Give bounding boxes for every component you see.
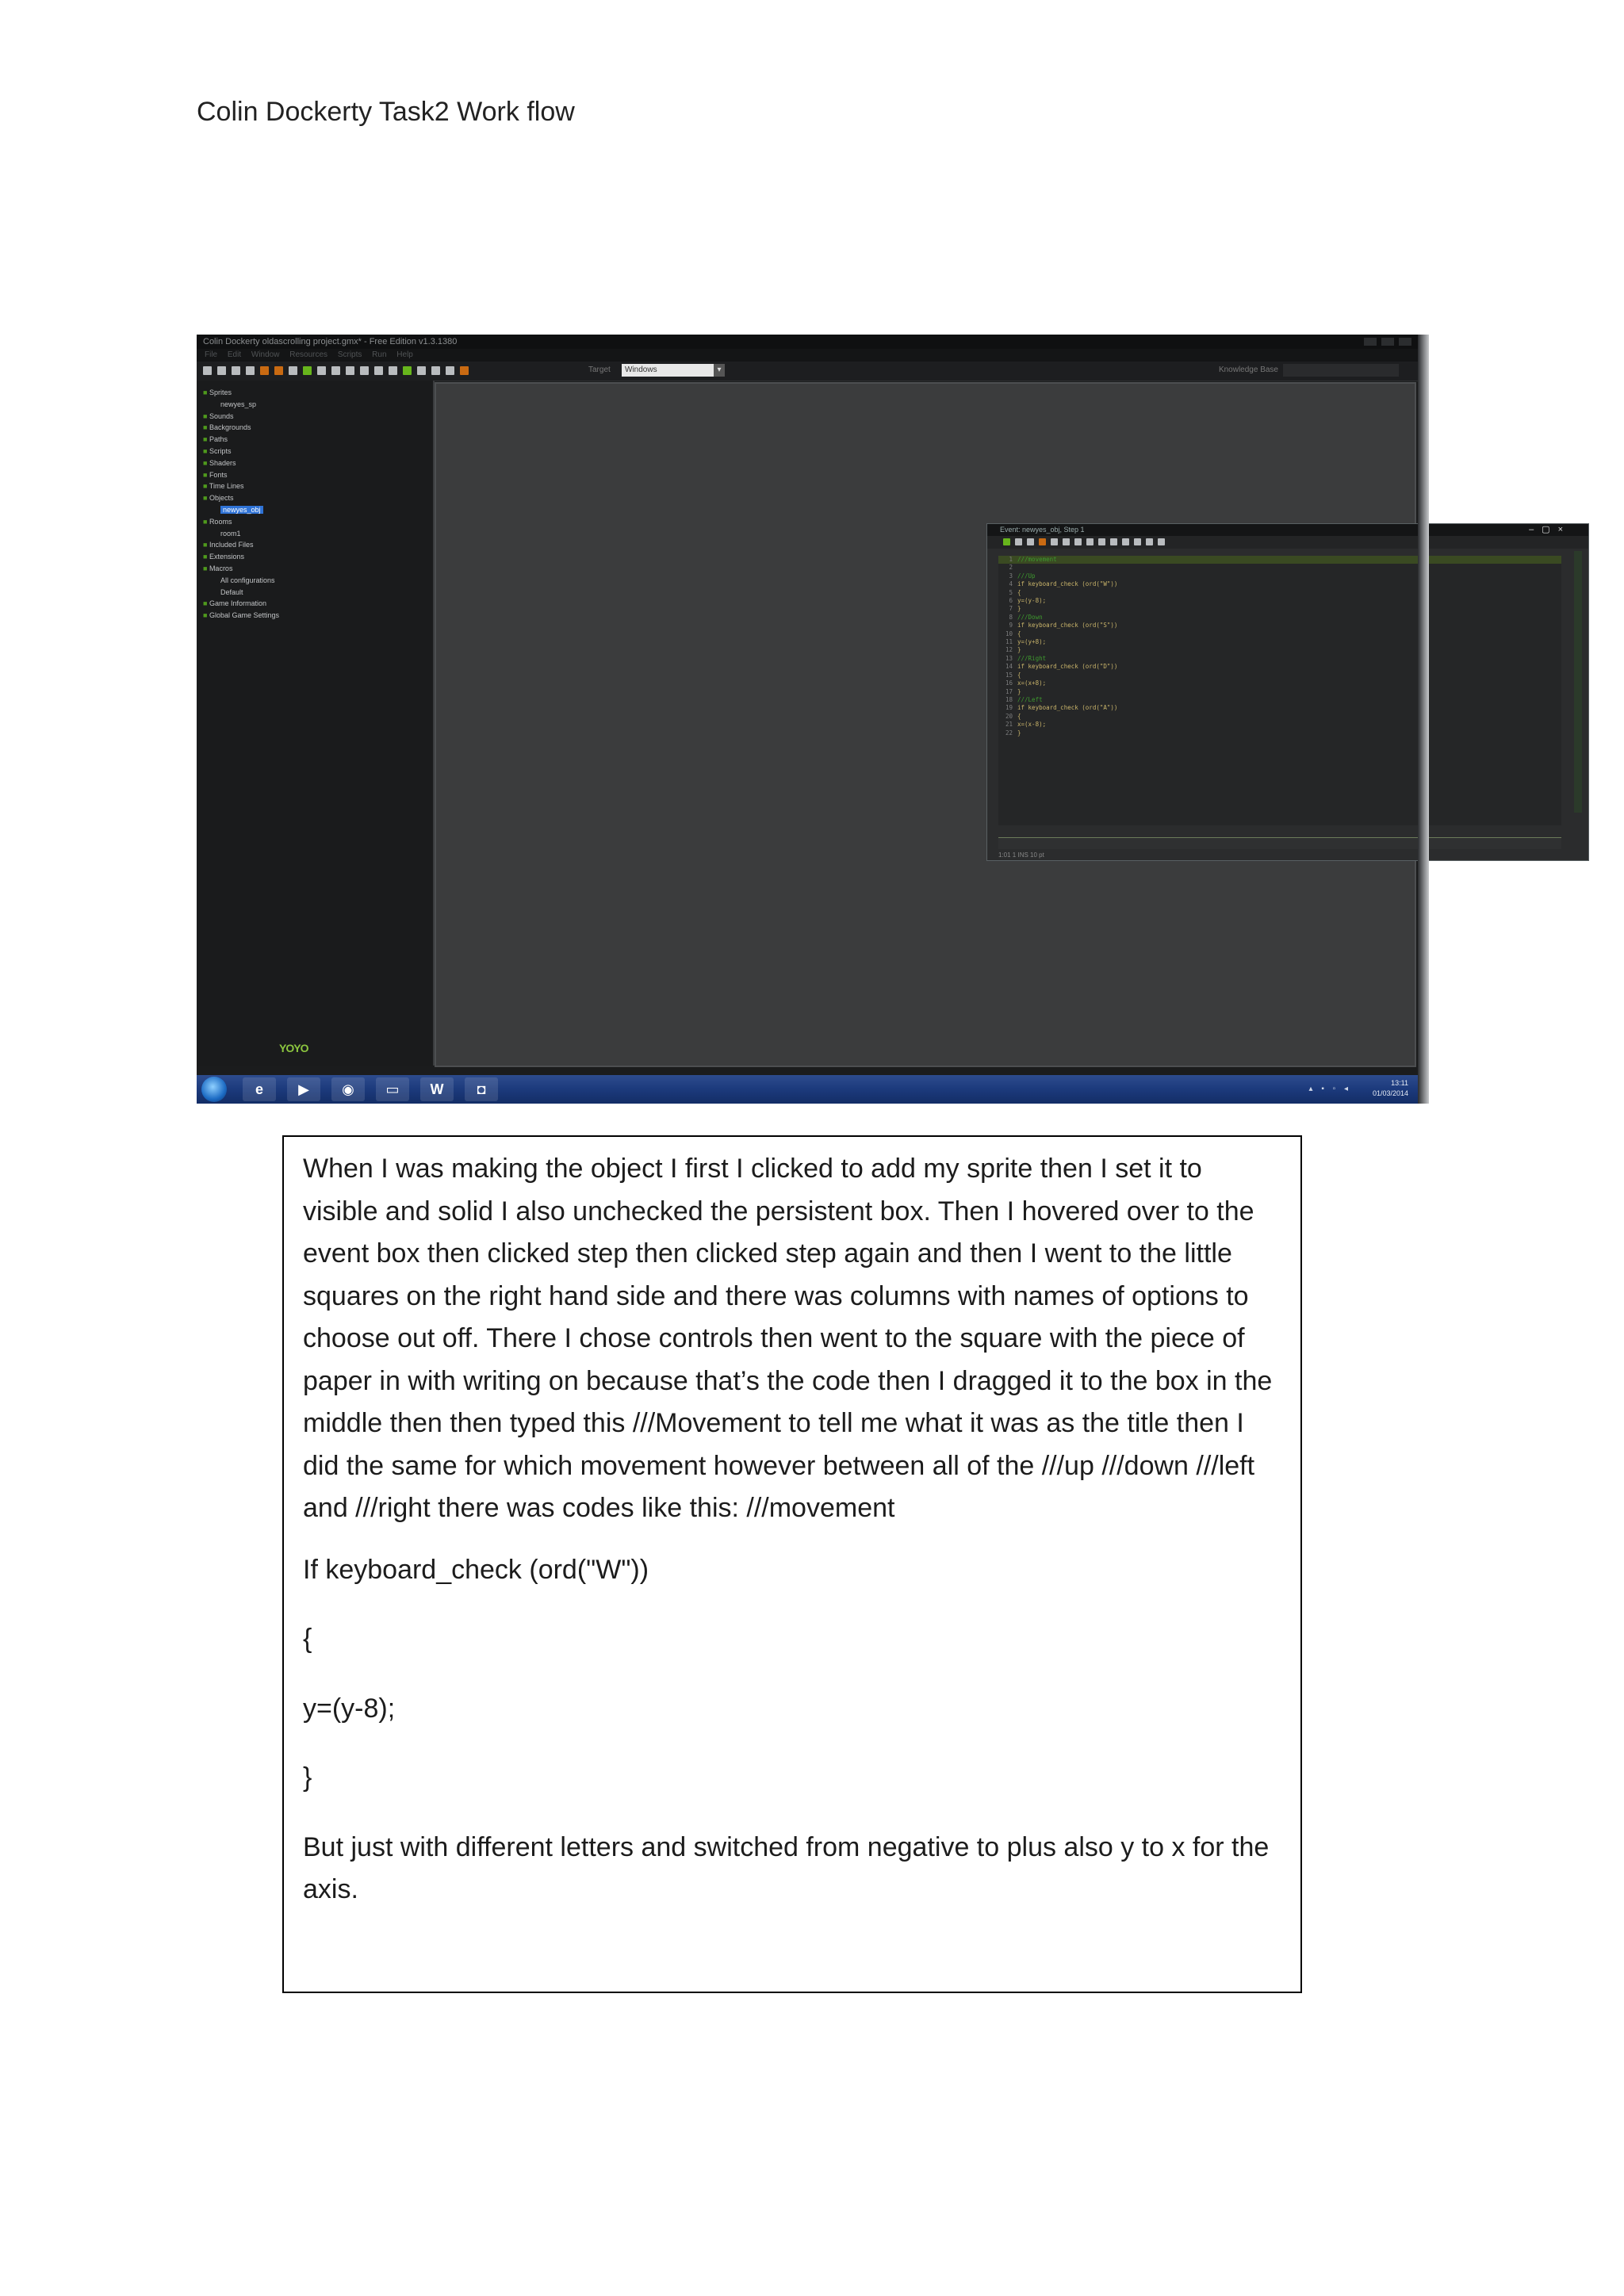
tree-item[interactable] bbox=[203, 399, 279, 411]
code-example-line-3: y=(y-8); bbox=[303, 1693, 396, 1724]
line-number: 11 bbox=[1005, 638, 1013, 646]
tree-item-label: Included Files bbox=[209, 541, 254, 549]
code-text: } bbox=[1017, 646, 1021, 654]
line-number: 7 bbox=[1009, 605, 1013, 613]
tree-item[interactable] bbox=[203, 457, 279, 469]
code-example-line-2: { bbox=[303, 1624, 312, 1654]
tree-item-label: Global Game Settings bbox=[209, 611, 279, 620]
tree-item[interactable] bbox=[203, 539, 279, 551]
tree-item[interactable] bbox=[203, 387, 279, 399]
line-number: 10 bbox=[1005, 629, 1013, 637]
code-line bbox=[998, 614, 1561, 622]
tree-item-label: Paths bbox=[209, 435, 228, 444]
code-text: ///Down bbox=[1017, 613, 1043, 621]
tree-item[interactable] bbox=[203, 598, 279, 610]
code-window-side-tabs[interactable] bbox=[1574, 551, 1582, 813]
code-text: { bbox=[1017, 629, 1021, 637]
code-text: { bbox=[1017, 712, 1021, 720]
code-text: x=(x+8); bbox=[1017, 679, 1047, 687]
code-editor-window[interactable] bbox=[986, 523, 1589, 861]
code-text: if keyboard_check (ord("W")) bbox=[1017, 580, 1118, 588]
code-window-hscroll[interactable] bbox=[998, 837, 1561, 849]
tree-item-label: Sprites bbox=[209, 388, 232, 396]
main-toolbar bbox=[197, 362, 1418, 381]
code-line bbox=[998, 564, 1561, 572]
code-text: } bbox=[1017, 729, 1021, 737]
line-number: 22 bbox=[1005, 729, 1013, 737]
tree-item-label: newyes_obj bbox=[220, 506, 263, 514]
tree-item-label: Fonts bbox=[209, 470, 228, 479]
tree-item-label: newyes_sp bbox=[220, 400, 257, 408]
code-line bbox=[998, 622, 1561, 629]
line-number: 12 bbox=[1005, 646, 1013, 654]
target-label: Target bbox=[588, 365, 611, 374]
line-number: 3 bbox=[1009, 572, 1013, 580]
line-number: 19 bbox=[1005, 704, 1013, 712]
code-line bbox=[998, 646, 1561, 654]
resource-tree-panel bbox=[197, 381, 435, 1066]
windows-taskbar bbox=[197, 1075, 1418, 1104]
code-text: x=(x-8); bbox=[1017, 721, 1047, 729]
code-line bbox=[998, 605, 1561, 613]
code-line bbox=[998, 655, 1561, 663]
tree-item[interactable] bbox=[203, 434, 279, 446]
line-number: 16 bbox=[1005, 679, 1013, 687]
tree-item[interactable] bbox=[203, 610, 279, 622]
code-editor[interactable] bbox=[998, 556, 1561, 825]
code-line bbox=[998, 679, 1561, 687]
line-number: 9 bbox=[1009, 622, 1013, 629]
tree-item-label: Objects bbox=[209, 494, 234, 503]
line-number: 2 bbox=[1009, 564, 1013, 572]
code-example-line-1: If keyboard_check (ord("W")) bbox=[303, 1554, 649, 1585]
code-line bbox=[998, 688, 1561, 696]
code-text: if keyboard_check (ord("A")) bbox=[1017, 704, 1118, 712]
tree-item-label: Macros bbox=[209, 564, 233, 572]
code-text: ///Up bbox=[1017, 572, 1036, 580]
workflow-paragraph: When I was making the object I first I clicked to add my sprite then I set it to visible and solid I also unchecked the persistent box. Then I hovered over to the event box then clicked step then clicked step again and then I went to the little squares on the right hand side and there was columns with names of options to choose out off. There I chose controls then went to the square with the piece of paper in with writing on because that’s the code then I dragged it to the box in the middle then then typed this ///Movement to tell me what it was as the title then I did the same for which movement however between all of the ///up ///down ///left and ///right there was codes like this: ///movement bbox=[303, 1154, 1273, 1523]
tree-item-label: Backgrounds bbox=[209, 423, 251, 432]
tree-item-label: All configurations bbox=[220, 576, 275, 584]
workspace-area bbox=[435, 382, 1571, 1067]
code-text: y=(y+8); bbox=[1017, 638, 1047, 646]
code-line bbox=[998, 713, 1561, 721]
code-window-title: Event: newyes_obj, Step 1 bbox=[987, 524, 1588, 536]
code-line bbox=[998, 556, 1561, 564]
line-number: 6 bbox=[1009, 597, 1013, 605]
tree-item-label: Game Information bbox=[209, 599, 266, 608]
code-text: ///Left bbox=[1017, 695, 1043, 703]
code-line bbox=[998, 638, 1561, 646]
code-line bbox=[998, 696, 1561, 704]
tree-item[interactable] bbox=[203, 422, 279, 434]
photo-edge bbox=[1418, 335, 1429, 1104]
code-line bbox=[998, 672, 1561, 679]
media-player-icon[interactable]: ▶ bbox=[287, 1077, 320, 1101]
folder-icon[interactable]: ▭ bbox=[376, 1077, 409, 1101]
tree-item[interactable] bbox=[203, 480, 279, 492]
code-window-controls[interactable]: –▢× bbox=[1529, 525, 1571, 534]
tree-item-label: Extensions bbox=[209, 553, 244, 561]
code-text: if keyboard_check (ord("S")) bbox=[1017, 622, 1118, 629]
line-number: 1 bbox=[1009, 556, 1013, 563]
tree-item-label: Default bbox=[220, 587, 243, 596]
window-title: Colin Dockerty oldascrolling project.gmx* - Free Edition v1.3.1380 bbox=[203, 337, 458, 346]
line-number: 17 bbox=[1005, 687, 1013, 695]
window-titlebar bbox=[197, 335, 1418, 349]
line-number: 20 bbox=[1005, 712, 1013, 720]
tree-item[interactable] bbox=[203, 528, 279, 540]
knowledge-base-label: Knowledge Base bbox=[1218, 365, 1278, 374]
tree-item[interactable] bbox=[203, 504, 279, 516]
tree-item[interactable] bbox=[203, 516, 279, 528]
tree-item-label: room1 bbox=[220, 529, 241, 538]
gamemaker-icon[interactable]: ◘ bbox=[465, 1077, 498, 1101]
chrome-icon[interactable]: ◉ bbox=[331, 1077, 365, 1101]
tree-item[interactable] bbox=[203, 469, 279, 481]
code-status-bar: 1:01 1 INS 10 pt bbox=[998, 851, 1044, 859]
tree-item[interactable] bbox=[203, 411, 279, 423]
ie-icon[interactable]: e bbox=[243, 1077, 276, 1101]
workflow-text-box bbox=[282, 1135, 1302, 1993]
clock-time: 13:11 bbox=[1391, 1079, 1408, 1087]
line-number: 15 bbox=[1005, 671, 1013, 679]
code-line bbox=[998, 597, 1561, 605]
tree-item[interactable] bbox=[203, 563, 279, 575]
code-text: y=(y-8); bbox=[1017, 597, 1047, 605]
system-tray-icons[interactable]: ▴ ▪ ▫ ◂ bbox=[1308, 1085, 1351, 1093]
tree-item-label: Sounds bbox=[209, 411, 234, 420]
code-window-toolbar bbox=[987, 536, 1588, 549]
resource-tree[interactable] bbox=[203, 387, 279, 622]
tree-item[interactable] bbox=[203, 446, 279, 457]
code-text: ///Right bbox=[1017, 654, 1047, 662]
code-text: if keyboard_check (ord("D")) bbox=[1017, 663, 1118, 671]
toolbar-icons[interactable] bbox=[203, 366, 469, 375]
system-clock[interactable] bbox=[1373, 1078, 1408, 1099]
yoyo-logo: YOYO bbox=[279, 1042, 308, 1054]
tree-item[interactable] bbox=[203, 575, 279, 587]
start-button[interactable] bbox=[201, 1077, 227, 1102]
menu-bar[interactable]: File Edit Window Resources Scripts Run Help bbox=[197, 349, 1418, 362]
clock-date: 01/03/2014 bbox=[1372, 1089, 1408, 1097]
code-line bbox=[998, 580, 1561, 588]
tree-item[interactable] bbox=[203, 492, 279, 504]
code-text: ///movement bbox=[1017, 556, 1057, 563]
tree-item[interactable] bbox=[203, 551, 279, 563]
tree-item[interactable] bbox=[203, 587, 279, 599]
tree-item-label: Rooms bbox=[209, 517, 232, 526]
closing-paragraph: But just with different letters and switched from negative to plus also y to x for the axis. bbox=[303, 1831, 1270, 1904]
knowledge-base-input[interactable] bbox=[1283, 364, 1399, 377]
code-line bbox=[998, 729, 1561, 737]
target-select[interactable]: Windows ▾ bbox=[622, 364, 725, 377]
line-number: 8 bbox=[1009, 613, 1013, 621]
line-number: 4 bbox=[1009, 580, 1013, 588]
code-line bbox=[998, 589, 1561, 597]
word-icon[interactable]: W bbox=[420, 1077, 454, 1101]
taskbar-apps bbox=[243, 1077, 498, 1101]
code-example-line-4: } bbox=[303, 1762, 312, 1793]
line-number: 14 bbox=[1005, 663, 1013, 671]
document-title: Colin Dockerty Task2 Work flow bbox=[197, 97, 575, 127]
code-text: { bbox=[1017, 671, 1021, 679]
code-text: } bbox=[1017, 605, 1021, 613]
window-controls[interactable] bbox=[1364, 338, 1411, 346]
code-line bbox=[998, 721, 1561, 729]
code-line bbox=[998, 663, 1561, 671]
ide-screenshot-photo bbox=[197, 335, 1571, 1104]
tree-item-label: Time Lines bbox=[209, 482, 244, 491]
code-text: } bbox=[1017, 687, 1021, 695]
code-line bbox=[998, 572, 1561, 580]
line-number: 18 bbox=[1005, 695, 1013, 703]
code-line bbox=[998, 704, 1561, 712]
code-text: { bbox=[1017, 588, 1021, 596]
code-line bbox=[998, 630, 1561, 638]
tree-item-label: Shaders bbox=[209, 458, 236, 467]
line-number: 5 bbox=[1009, 588, 1013, 596]
line-number: 21 bbox=[1005, 721, 1013, 729]
line-number: 13 bbox=[1005, 654, 1013, 662]
tree-item-label: Scripts bbox=[209, 446, 232, 455]
